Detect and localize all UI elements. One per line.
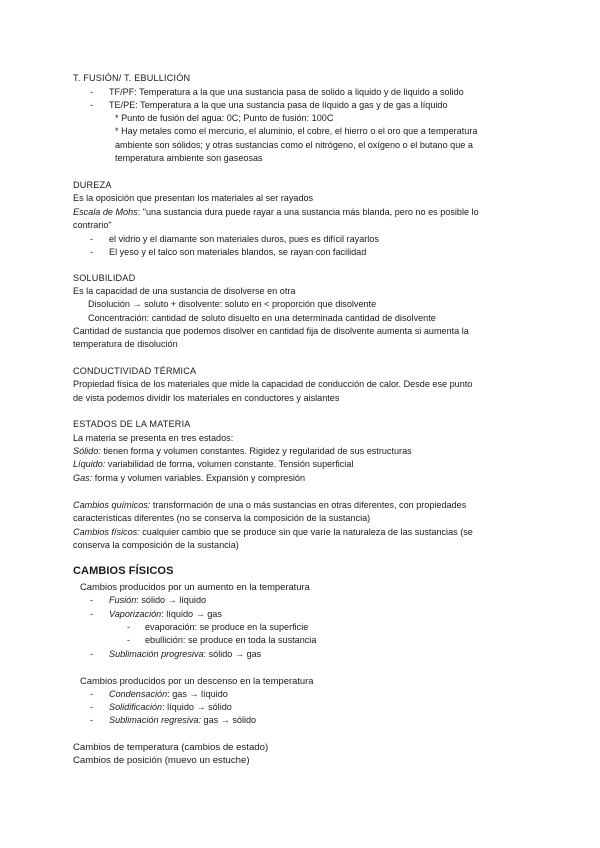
- estado-gas: [73, 472, 305, 485]
- estados-intro: La materia se presenta en tres estados:: [73, 433, 234, 443]
- cambio-sublimacion-regresiva: [109, 714, 256, 727]
- cambio-text: gas → sólido: [201, 715, 257, 725]
- bullet-dash: -: [90, 609, 94, 619]
- estado-text: tienen forma y volumen constantes. Rigidez y regularidad de sus estructuras: [103, 446, 412, 456]
- cambio-fusion: [109, 594, 206, 607]
- footer-line: Cambios de posición (muevo un estuche): [73, 755, 250, 766]
- cambio-text: : líquido → sólido: [162, 702, 232, 712]
- fusion-note: * Hay metales como el mercurio, el aluminio, el cobre, el hierro o el oro que a temperatura: [115, 126, 478, 136]
- cambio-label: Sublimación progresiva: [109, 649, 204, 659]
- fusion-bullet-te: TE/PE: Temperatura a la que una sustancia pasa de líquido a gas y de gas a líquido: [109, 100, 448, 110]
- vaporizacion-sub: ebullición: se produce en toda la sustancia: [145, 635, 317, 645]
- cambios-fisicos-heading: CAMBIOS FÍSICOS: [73, 565, 174, 577]
- bullet-dash: -: [90, 715, 94, 725]
- bullet-dash: -: [90, 595, 94, 605]
- cambios-quimicos-text: transformación de una o más sustancias en otras diferentes, con propiedades: [150, 500, 467, 510]
- solubilidad-heading: SOLUBILIDAD: [73, 273, 136, 283]
- bullet-dash: -: [90, 702, 94, 712]
- mohs-text: : "una sustancia dura puede rayar a una sustancia más blanda, pero no es posible lo: [137, 207, 479, 217]
- fusion-bullet-tf: TF/PF: Temperatura a la que una sustancia pasa de solido a liquido y de liquido a solido: [109, 87, 464, 97]
- estado-text: forma y volumen variables. Expansión y compresión: [94, 473, 306, 483]
- dureza-definition: Es la oposición que presentan los materiales al ser rayados: [73, 193, 314, 203]
- estado-solido: [73, 445, 412, 458]
- bullet-dash: -: [90, 234, 94, 244]
- fusion-heading: T. FUSIÓN/ T. EBULLICIÓN: [73, 73, 191, 83]
- cambio-label: Condensación: [109, 689, 168, 699]
- cambios-fisicos-text: cualquier cambio que se produce sin que varíe la naturaleza de las sustancias (se: [139, 527, 473, 537]
- fusion-note: temperatura ambiente son gaseosas: [115, 153, 263, 163]
- mohs-label: Escala de Mohs: [73, 207, 138, 217]
- cambios-fisicos: [73, 526, 473, 539]
- estado-liquido: [73, 458, 353, 471]
- aumento-title: Cambios producidos por un aumento en la temperatura: [80, 581, 310, 592]
- cambio-solidificacion: [109, 701, 232, 714]
- bullet-dash: -: [90, 100, 94, 110]
- conductividad-text: Propiedad física de los materiales que mide la capacidad de conducción de calor. Desde ese punto: [73, 379, 473, 389]
- cambios-fisicos-label: Cambios físicos:: [73, 527, 140, 537]
- cambio-label: Solidificación: [109, 702, 163, 712]
- cambio-text: : sólido → líquido: [136, 595, 207, 605]
- estado-label: Gas: [73, 473, 90, 483]
- cambio-label: Fusión: [109, 595, 137, 605]
- estado-sep: :: [102, 459, 108, 469]
- estado-label: Líquido: [73, 459, 103, 469]
- estado-label: Sólido: [73, 446, 99, 456]
- bullet-dash: -: [90, 87, 94, 97]
- cambios-quimicos: [73, 499, 466, 512]
- cambios-quimicos-cont: características diferentes (no se conserva la composición de la sustancia): [73, 513, 371, 523]
- cambio-text: : sólido → gas: [203, 649, 262, 659]
- cambio-condensacion: [109, 688, 228, 701]
- dureza-heading: DUREZA: [73, 180, 112, 190]
- conductividad-heading: CONDUCTIVIDAD TÉRMICA: [73, 366, 197, 376]
- cambios-fisicos-cont: conserva la composición de la sustancia): [73, 540, 239, 550]
- vaporizacion-sub: evaporación: se produce en la superficie: [145, 622, 309, 632]
- cambio-text: : líquido → gas: [161, 609, 222, 619]
- solubilidad-definition: Es la capacidad de una sustancia de disolverse en otra: [73, 286, 296, 296]
- bullet-dash: -: [90, 649, 94, 659]
- solubilidad-extra: Cantidad de sustancia que podemos disolver en cantidad fija de disolvente aumenta si aumenta la: [73, 326, 469, 336]
- estado-sep: :: [89, 473, 95, 483]
- cambios-quimicos-label: Cambios químicos:: [73, 500, 151, 510]
- fusion-note: ambiente son sólidos; y otras sustancias como el nitrógeno, el oxígeno o el butano que a: [115, 140, 473, 150]
- bullet-dash: -: [127, 622, 131, 632]
- bullet-dash: -: [127, 635, 131, 645]
- estado-sep: :: [98, 446, 104, 456]
- dureza-bullet: El yeso y el talco son materiales blandos, se rayan con facilidad: [109, 247, 367, 257]
- cambio-label: Vaporización: [109, 609, 162, 619]
- bullet-dash: -: [90, 247, 94, 257]
- concentracion-line: Concentración: cantidad de soluto disuelto en una determinada cantidad de disolvente: [88, 313, 436, 323]
- cambio-text: : gas → líquido: [167, 689, 228, 699]
- conductividad-text: de vista podemos dividir los materiales en conductores y aislantes: [73, 393, 340, 403]
- footer-line: Cambios de temperatura (cambios de estado): [73, 742, 269, 753]
- fusion-note: * Punto de fusión del agua: 0C; Punto de fusión: 100C: [115, 113, 334, 123]
- cambio-label: Sublimación regresiva:: [109, 715, 201, 725]
- estados-heading: ESTADOS DE LA MATERIA: [73, 419, 191, 429]
- estado-text: variabilidad de forma, volumen constante. Tensión superficial: [107, 459, 354, 469]
- descenso-title: Cambios producidos por un descenso en la temperatura: [80, 675, 314, 686]
- dureza-bullet: el vidrio y el diamante son materiales duros, pues es difícil rayarlos: [109, 234, 379, 244]
- solubilidad-extra: temperatura de disolución: [73, 339, 178, 349]
- mohs-text-cont: contrario": [73, 220, 112, 230]
- disolucion-line: Disolución → soluto + disolvente: soluto en < proporción que disolvente: [88, 299, 377, 309]
- cambio-sublimacion-progresiva: [109, 648, 261, 661]
- mohs-line: [73, 206, 479, 219]
- bullet-dash: -: [90, 689, 94, 699]
- cambio-vaporizacion: [109, 608, 222, 621]
